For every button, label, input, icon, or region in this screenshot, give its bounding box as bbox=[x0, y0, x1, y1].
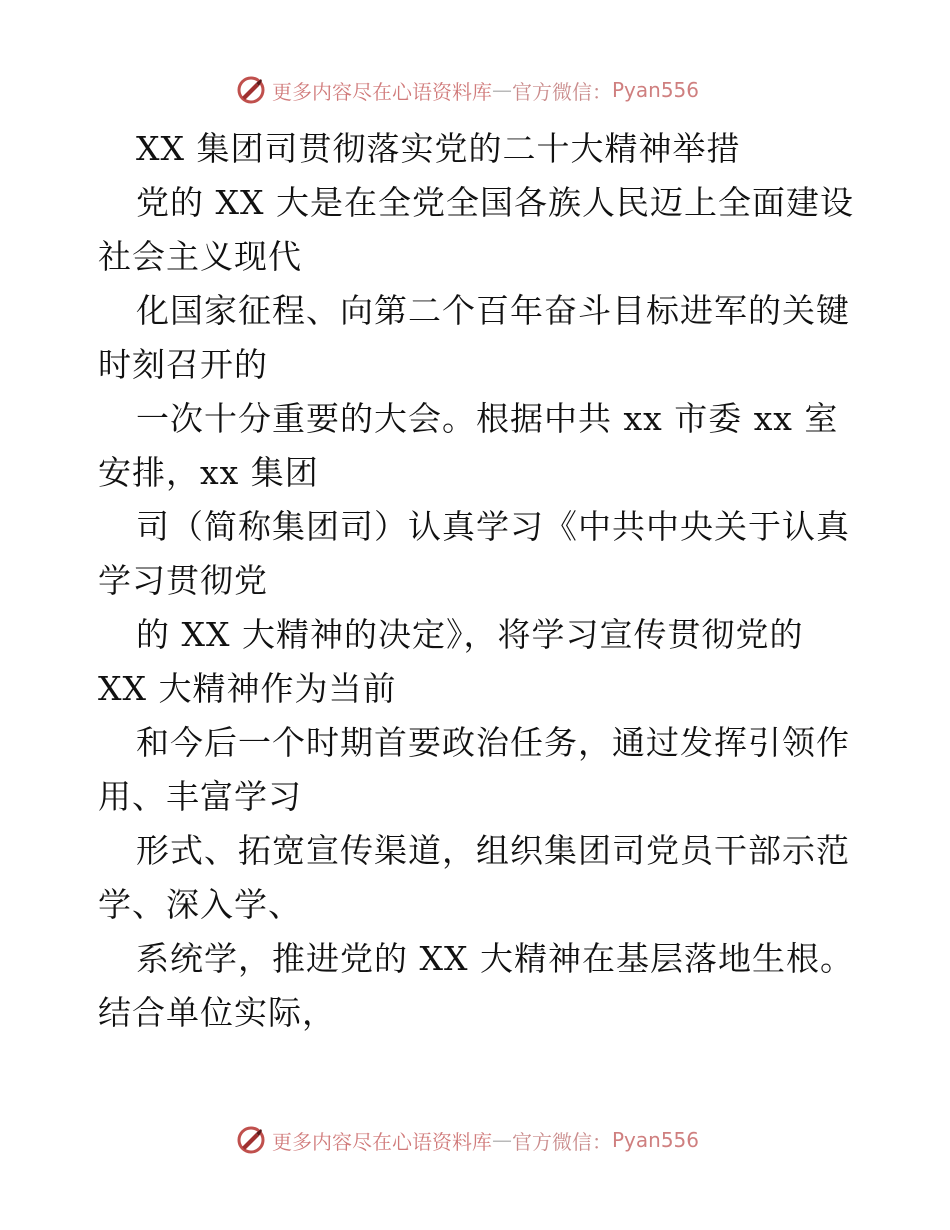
watermark-wechat-label: 官方微信： bbox=[512, 79, 612, 104]
body-text-line: 时刻召开的 bbox=[98, 345, 268, 384]
body-text-line: XX 大精神作为当前 bbox=[98, 669, 397, 708]
body-text-line: 社会主义现代 bbox=[98, 237, 302, 276]
body-text-line: 司（简称集团司）认真学习《中共中央关于认真 bbox=[136, 507, 850, 546]
brush-logo-icon bbox=[236, 75, 266, 105]
footer-watermark bbox=[236, 1122, 756, 1158]
body-text-line: 用、丰富学习 bbox=[98, 777, 302, 816]
body-text-line: 的 XX 大精神的决定》，将学习宣传贯彻党的 bbox=[136, 615, 804, 654]
watermark-separator: — bbox=[492, 1128, 512, 1152]
body-text-line: 和今后一个时期首要政治任务，通过发挥引领作 bbox=[136, 723, 850, 762]
watermark-wechat-label: 官方微信： bbox=[512, 1129, 612, 1154]
body-text-line: 形式、拓宽宣传渠道，组织集团司党员干部示范 bbox=[136, 831, 850, 870]
watermark-wechat-id: Pyan556 bbox=[612, 1128, 700, 1152]
watermark-separator: — bbox=[492, 78, 512, 102]
document-body bbox=[98, 122, 858, 1040]
watermark-main-text: 更多内容尽在心语资料库 bbox=[272, 1129, 492, 1154]
brush-logo-icon bbox=[236, 1125, 266, 1155]
body-text-line: 学习贯彻党 bbox=[98, 561, 268, 600]
body-text-line: 结合单位实际， bbox=[98, 993, 336, 1032]
watermark-wechat-id: Pyan556 bbox=[612, 78, 700, 102]
body-text-line: 党的 XX 大是在全党全国各族人民迈上全面建设 bbox=[136, 183, 854, 222]
body-text-line: 学、深入学、 bbox=[98, 885, 302, 924]
document-title: XX 集团司贯彻落实党的二十大精神举措 bbox=[136, 129, 741, 168]
body-text-line: 安排，xx 集团 bbox=[98, 453, 319, 492]
body-text-line: 一次十分重要的大会。根据中共 xx 市委 xx 室 bbox=[136, 399, 839, 438]
body-text-line: 化国家征程、向第二个百年奋斗目标进军的关键 bbox=[136, 291, 850, 330]
body-text-line: 系统学，推进党的 XX 大精神在基层落地生根。 bbox=[136, 939, 854, 978]
watermark-main-text: 更多内容尽在心语资料库 bbox=[272, 79, 492, 104]
header-watermark bbox=[236, 72, 756, 108]
